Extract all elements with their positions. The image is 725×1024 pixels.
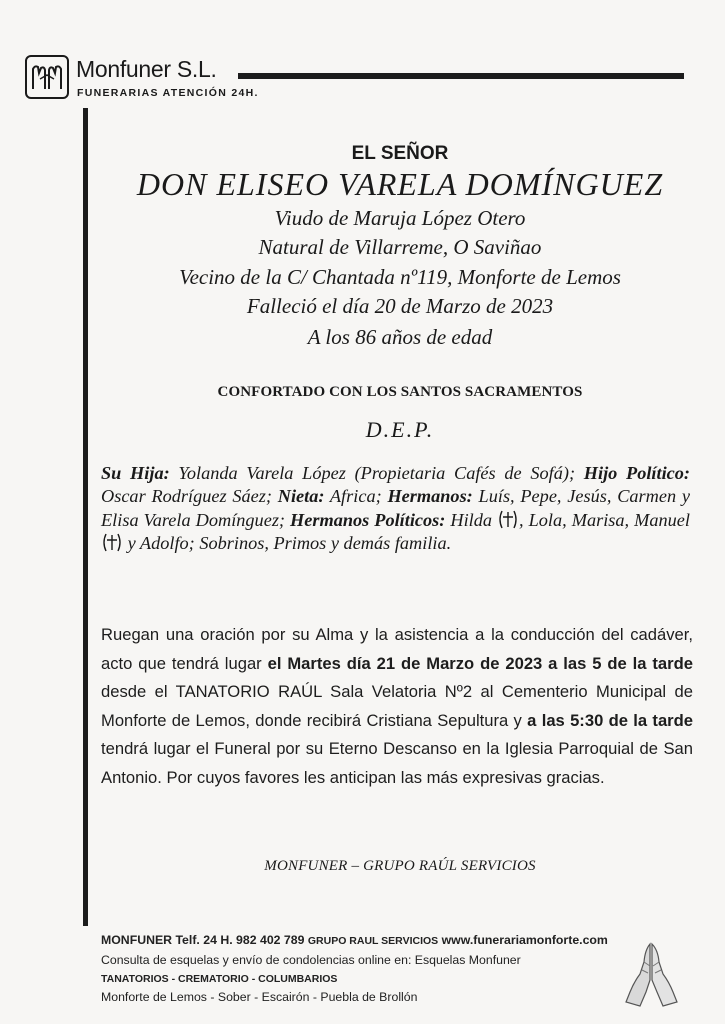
granddaughter-label: Nieta: <box>277 486 325 507</box>
footer-group: GRUPO RAUL SERVICIOS <box>307 935 439 947</box>
footer-phone: MONFUNER Telf. 24 H. 982 402 789 <box>101 933 305 947</box>
address-line: Vecino de la C/ Chantada nº119, Monforte de Lemos <box>179 265 621 289</box>
siblings-in-law-b: , Lola, Marisa, Manuel <box>519 509 690 530</box>
birthplace-line: Natural de Villarreme, O Saviñao <box>258 235 542 259</box>
sacraments-line: CONFORTADO CON LOS SANTOS SACRAMENTOS <box>217 384 583 400</box>
son-in-law-name: Oscar Rodríguez Sáez; <box>101 486 278 507</box>
death-date-line: Falleció el día 20 de Marzo de 2023 <box>246 294 554 318</box>
ceremony-text-3: tendrá lugar el Funeral por su Eterno Descanso en la Iglesia Parroquial de San Antonio. Por cuyos favores les anticipan las más expresivas gracias. <box>101 739 693 787</box>
siblings-in-law-label: Hermanos Políticos: <box>290 509 446 530</box>
daughter-label: Su Hija: <box>101 463 170 483</box>
ceremony-text-2: desde el TANATORIO RAÚL Sala Velatoria Nº2 al Cementerio Municipal de Monforte de Lemos, donde recibirá Cristiana Sepultura y <box>101 682 693 730</box>
siblings-in-law-c: y Adolfo; Sobrinos, Primos y demás familia. <box>123 533 452 554</box>
age-line: A los 86 años de edad <box>307 325 493 349</box>
ceremony-paragraph <box>101 621 693 792</box>
brand-name: Monfuner S.L. <box>76 56 217 82</box>
ceremony-date: el Martes día 21 de Marzo de 2023 a las 5 de la tarde <box>267 653 693 673</box>
footer-locations: Monforte de Lemos - Sober - Escairón - Puebla de Brollón <box>101 990 418 1005</box>
funeral-time: a las 5:30 de la tarde <box>527 710 693 730</box>
deceased-cross-icon <box>497 510 519 529</box>
logo-icon <box>25 55 69 99</box>
granddaughter-name: Africa; <box>324 486 388 507</box>
footer-contact-line <box>101 931 661 951</box>
top-divider <box>238 73 684 79</box>
widower-line: Viudo de Maruja López Otero <box>274 206 526 230</box>
siblings-names: Luís, Pepe, Jesús, Carmen y Elisa Varela Domínguez; <box>101 486 690 530</box>
signature: MONFUNER – GRUPO RAÚL SERVICIOS <box>264 858 536 874</box>
brand-tagline: FUNERARIAS ATENCIÓN 24H. <box>77 87 259 99</box>
footer-services: TANATORIOS - CREMATORIO - COLUMBARIOS <box>101 972 338 985</box>
footer-consult: Consulta de esquelas y envío de condolencias online en: Esquelas Monfuner <box>101 952 521 967</box>
siblings-in-law-a: Hilda <box>445 509 498 530</box>
deceased-cross-icon <box>101 533 123 552</box>
siblings-label: Hermanos: <box>387 486 473 507</box>
footer <box>101 931 661 1007</box>
rip-line: D.E.P. <box>365 417 435 442</box>
ceremony-text-1: Ruegan una oración por su Alma y la asistencia a la conducción del cadáver, acto que tendrá lugar <box>101 625 693 673</box>
family-paragraph <box>101 462 690 556</box>
praying-hands-icon <box>620 940 682 1010</box>
deceased-name: DON ELISEO VARELA DOMÍNGUEZ <box>136 166 664 202</box>
daughter-name: Yolanda Varela López (Propietaria Cafés de Sofá); <box>169 463 584 483</box>
son-in-law-label: Hijo Político: <box>583 463 690 483</box>
footer-website[interactable]: www.funerariamonforte.com <box>441 933 608 947</box>
left-divider <box>83 108 88 926</box>
honorific: EL SEÑOR <box>351 143 449 164</box>
